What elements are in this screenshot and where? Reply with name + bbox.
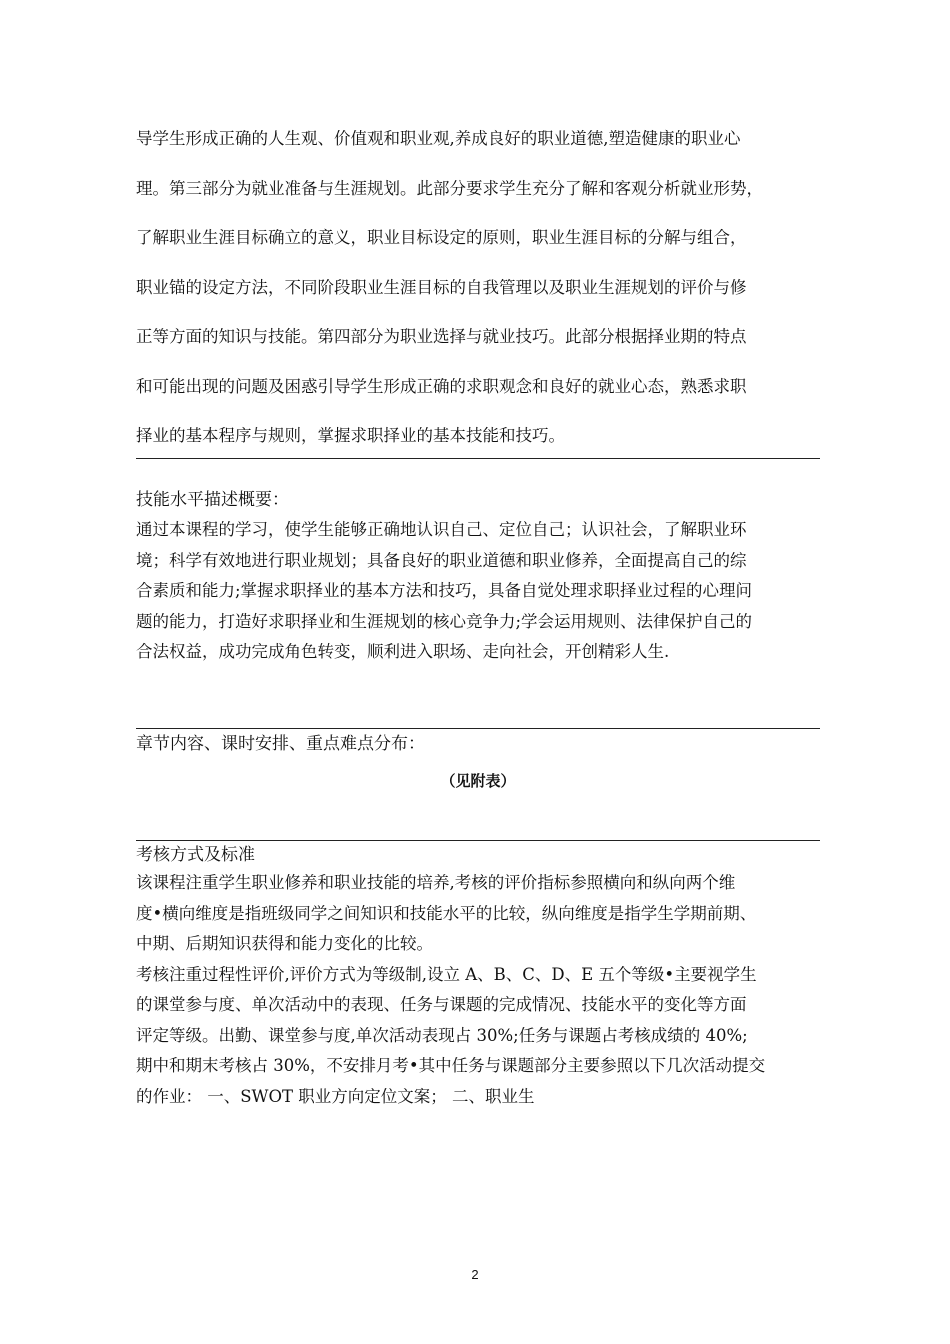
section-divider <box>136 840 820 841</box>
text-line: 理。第三部分为就业准备与生涯规划。此部分要求学生充分了解和客观分析就业形势， <box>136 178 763 198</box>
text-line: 合素质和能力;掌握求职择业的基本方法和技巧，具备自觉处理求职择业过程的心理问 <box>136 581 753 600</box>
skills-body <box>136 518 820 671</box>
section-divider <box>136 458 820 459</box>
text-line: 和可能出现的问题及困惑引导学生形成正确的求职观念和良好的就业心态，熟悉求职 <box>136 376 747 396</box>
text-line: 正等方面的知识与技能。第四部分为职业选择与就业技巧。此部分根据择业期的特点 <box>136 327 747 346</box>
section-title: 章节内容、课时安排、重点难点分布： <box>136 734 425 754</box>
section-divider <box>136 728 820 729</box>
text-line: 评定等级。出勤、课堂参与度,单次活动表现占 30%;任务与课题占考核成绩的 40%; <box>136 1025 748 1045</box>
assessment-section <box>136 843 820 1115</box>
text-line: 的课堂参与度、单次活动中的表现、任务与课题的完成情况、技能水平的变化等方面 <box>136 995 747 1014</box>
text-line: 境；科学有效地进行职业规划；具备良好的职业道德和职业修养，全面提高自己的综 <box>136 550 747 570</box>
text-line: 度•横向维度是指班级同学之间知识和技能水平的比较，纵向维度是指学生学期前期、 <box>136 903 757 923</box>
text-line: 通过本课程的学习，使学生能够正确地认识自己、定位自己；认识社会，了解职业环 <box>136 520 747 539</box>
assessment-body <box>136 871 820 1115</box>
skills-section <box>136 488 820 671</box>
appendix-note: （见附表） <box>440 772 516 790</box>
section-title: 技能水平描述概要： <box>136 490 289 510</box>
text-line: 期中和期末考核占 30%，不安排月考•其中任务与课题部分主要参照以下几次活动提交 <box>136 1056 766 1075</box>
intro-paragraph <box>136 127 820 474</box>
text-line: 中期、后期知识获得和能力变化的比较。 <box>136 934 433 953</box>
text-line: 的作业： 一、SWOT 职业方向定位文案； 二、职业生 <box>136 1086 535 1106</box>
text-line: 该课程注重学生职业修养和职业技能的培养,考核的评价指标参照横向和纵向两个维 <box>136 873 736 892</box>
text-line: 了解职业生涯目标确立的意义，职业目标设定的原则，职业生涯目标的分解与组合， <box>136 228 747 247</box>
text-line: 职业锚的设定方法，不同阶段职业生涯目标的自我管理以及职业生涯规划的评价与修 <box>136 277 747 297</box>
page-number: 2 <box>471 1267 479 1282</box>
text-line: 合法权益，成功完成角色转变，顺利进入职场、走向社会，开创精彩人生. <box>136 642 670 661</box>
text-line: 择业的基本程序与规则，掌握求职择业的基本技能和技巧。 <box>136 426 565 445</box>
chapters-section <box>136 732 820 756</box>
text-line: 题的能力，打造好求职择业和生涯规划的核心竞争力;学会运用规则、法律保护自己的 <box>136 611 753 631</box>
text-line: 考核注重过程性评价,评价方式为等级制,设立 A、B、C、D、E 五个等级•主要视学生 <box>136 964 757 984</box>
section-title: 考核方式及标准 <box>136 845 255 865</box>
text-line: 导学生形成正确的人生观、价值观和职业观,养成良好的职业道德,塑造健康的职业心 <box>136 129 741 148</box>
